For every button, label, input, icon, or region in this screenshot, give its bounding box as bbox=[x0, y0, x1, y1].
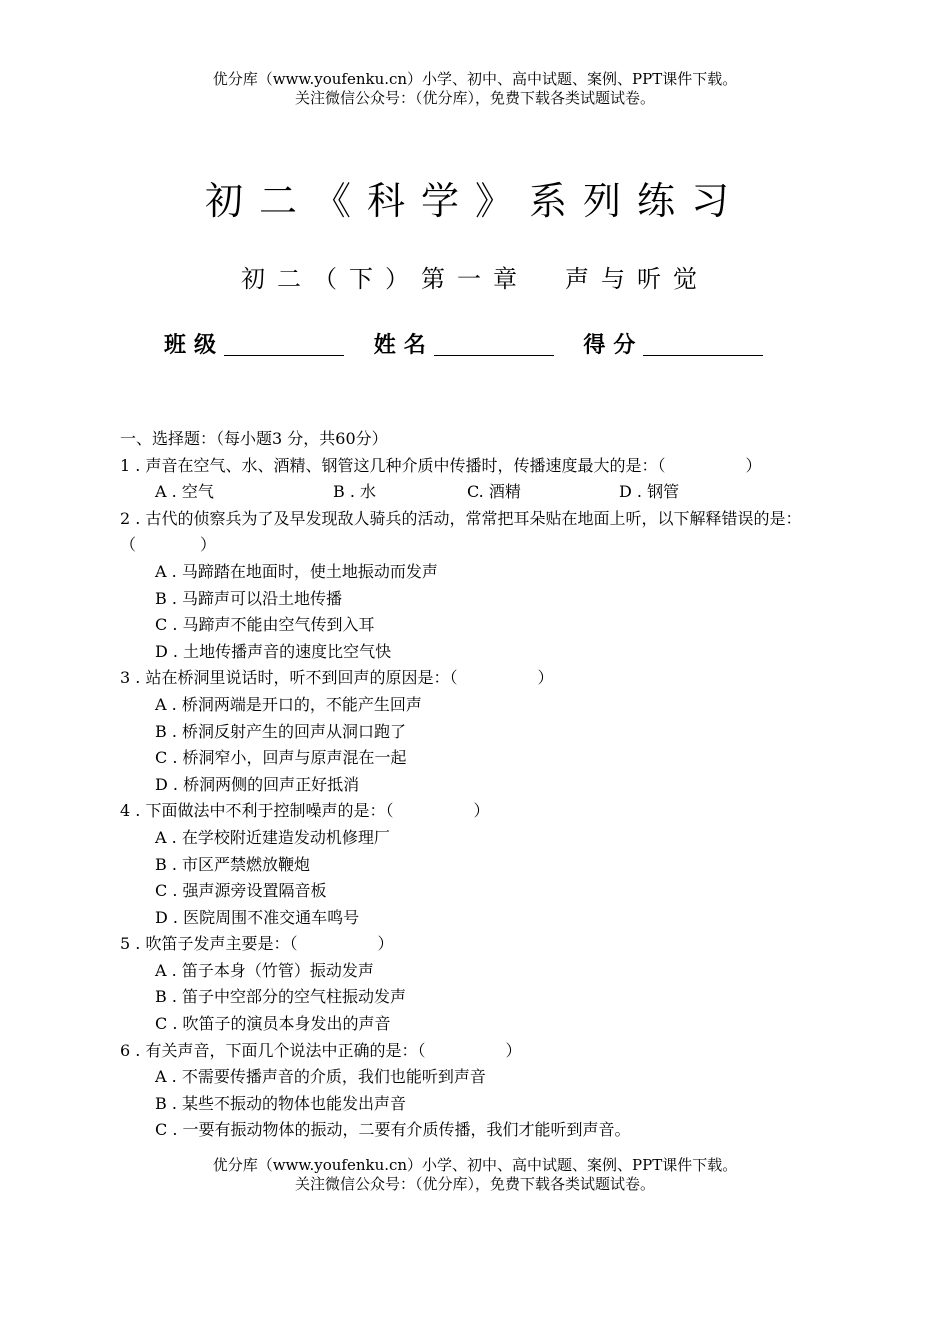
question-2-option-d: D . 土地传播声音的速度比空气快 bbox=[155, 641, 392, 661]
class-field bbox=[164, 330, 344, 362]
score-label: 得分 bbox=[583, 333, 644, 358]
question-4-option-a: A . 在学校附近建造发动机修理厂 bbox=[155, 827, 390, 847]
student-info-row bbox=[164, 330, 785, 362]
question-5-option-b: B . 笛子中空部分的空气柱振动发声 bbox=[155, 987, 407, 1007]
name-field bbox=[374, 330, 554, 362]
question-6-stem: 6 . 有关声音，下面几个说法中正确的是：（ ） bbox=[120, 1040, 522, 1060]
question-6-option-c: C . 一要有振动物体的振动，二要有介质传播，我们才能听到声音。 bbox=[155, 1120, 631, 1140]
question-6-option-b: B . 某些不振动的物体也能发出声音 bbox=[155, 1093, 407, 1113]
question-2-option-b: B . 马蹄声可以沿土地传播 bbox=[155, 588, 343, 608]
question-5-option-a: A . 笛子本身（竹管）振动发声 bbox=[155, 960, 374, 980]
score-blank[interactable] bbox=[643, 333, 763, 356]
question-1-stem: 1 . 声音在空气、水、酒精、钢管这几种介质中传播时，传播速度最大的是：（ ） bbox=[120, 455, 762, 475]
page-subtitle: 初二（下）第一章 声与听觉 bbox=[241, 265, 709, 293]
question-3-stem: 3 . 站在桥洞里说话时，听不到回声的原因是：（ ） bbox=[120, 668, 554, 688]
question-3-option-b: B . 桥洞反射产生的回声从洞口跑了 bbox=[155, 721, 407, 741]
page-footer bbox=[0, 1156, 950, 1194]
question-3-option-d: D . 桥洞两侧的回声正好抵消 bbox=[155, 774, 360, 794]
header-line-1: 优分库（www.youfenku.cn）小学、初中、高中试题、案例、PPT课件下载。 bbox=[212, 70, 738, 88]
footer-line-2: 关注微信公众号：（优分库），免费下载各类试题试卷。 bbox=[294, 1175, 655, 1193]
question-2-option-c: C . 马蹄声不能由空气传到入耳 bbox=[155, 615, 375, 635]
question-5-stem: 5 . 吹笛子发声主要是：（ ） bbox=[120, 934, 394, 954]
name-label: 姓名 bbox=[373, 333, 434, 358]
question-2-option-a: A . 马蹄踏在地面时，使土地振动而发声 bbox=[155, 561, 438, 581]
question-1-options bbox=[120, 479, 840, 506]
section-heading: 一、选择题：（每小题3 分，共60分） bbox=[120, 429, 388, 448]
question-4-stem: 4 . 下面做法中不利于控制噪声的是：（ ） bbox=[120, 801, 490, 821]
question-1-option-d: D . 钢管 bbox=[619, 482, 680, 502]
score-field bbox=[583, 330, 763, 362]
question-5-option-c: C . 吹笛子的演员本身发出的声音 bbox=[155, 1014, 391, 1034]
question-1-option-c: C. 酒精 bbox=[467, 482, 521, 502]
header-line-2: 关注微信公众号：（优分库），免费下载各类试题试卷。 bbox=[294, 89, 655, 107]
question-4-option-c: C . 强声源旁设置隔音板 bbox=[155, 881, 327, 901]
class-label: 班级 bbox=[164, 333, 225, 358]
question-1-option-b: B . 水 bbox=[333, 482, 377, 502]
question-1-option-a: A . 空气 bbox=[155, 482, 214, 502]
page-header bbox=[0, 70, 950, 108]
question-3-option-c: C . 桥洞窄小，回声与原声混在一起 bbox=[155, 748, 407, 768]
question-4-option-d: D . 医院周围不准交通车鸣号 bbox=[155, 907, 360, 927]
question-list bbox=[120, 426, 840, 1144]
name-blank[interactable] bbox=[434, 333, 554, 356]
question-3-option-a: A . 桥洞两端是开口的，不能产生回声 bbox=[155, 694, 422, 714]
question-4-option-b: B . 市区严禁燃放鞭炮 bbox=[155, 854, 311, 874]
page-title: 初二《科学》系列练习 bbox=[204, 179, 745, 223]
footer-line-1: 优分库（www.youfenku.cn）小学、初中、高中试题、案例、PPT课件下载。 bbox=[212, 1156, 738, 1174]
question-6-option-a: A . 不需要传播声音的介质，我们也能听到声音 bbox=[155, 1067, 486, 1087]
question-2-stem: 2 . 古代的侦察兵为了及早发现敌人骑兵的活动，常常把耳朵贴在地面上听，以下解释错误的是：（ ） bbox=[120, 508, 802, 555]
class-blank[interactable] bbox=[224, 333, 344, 356]
